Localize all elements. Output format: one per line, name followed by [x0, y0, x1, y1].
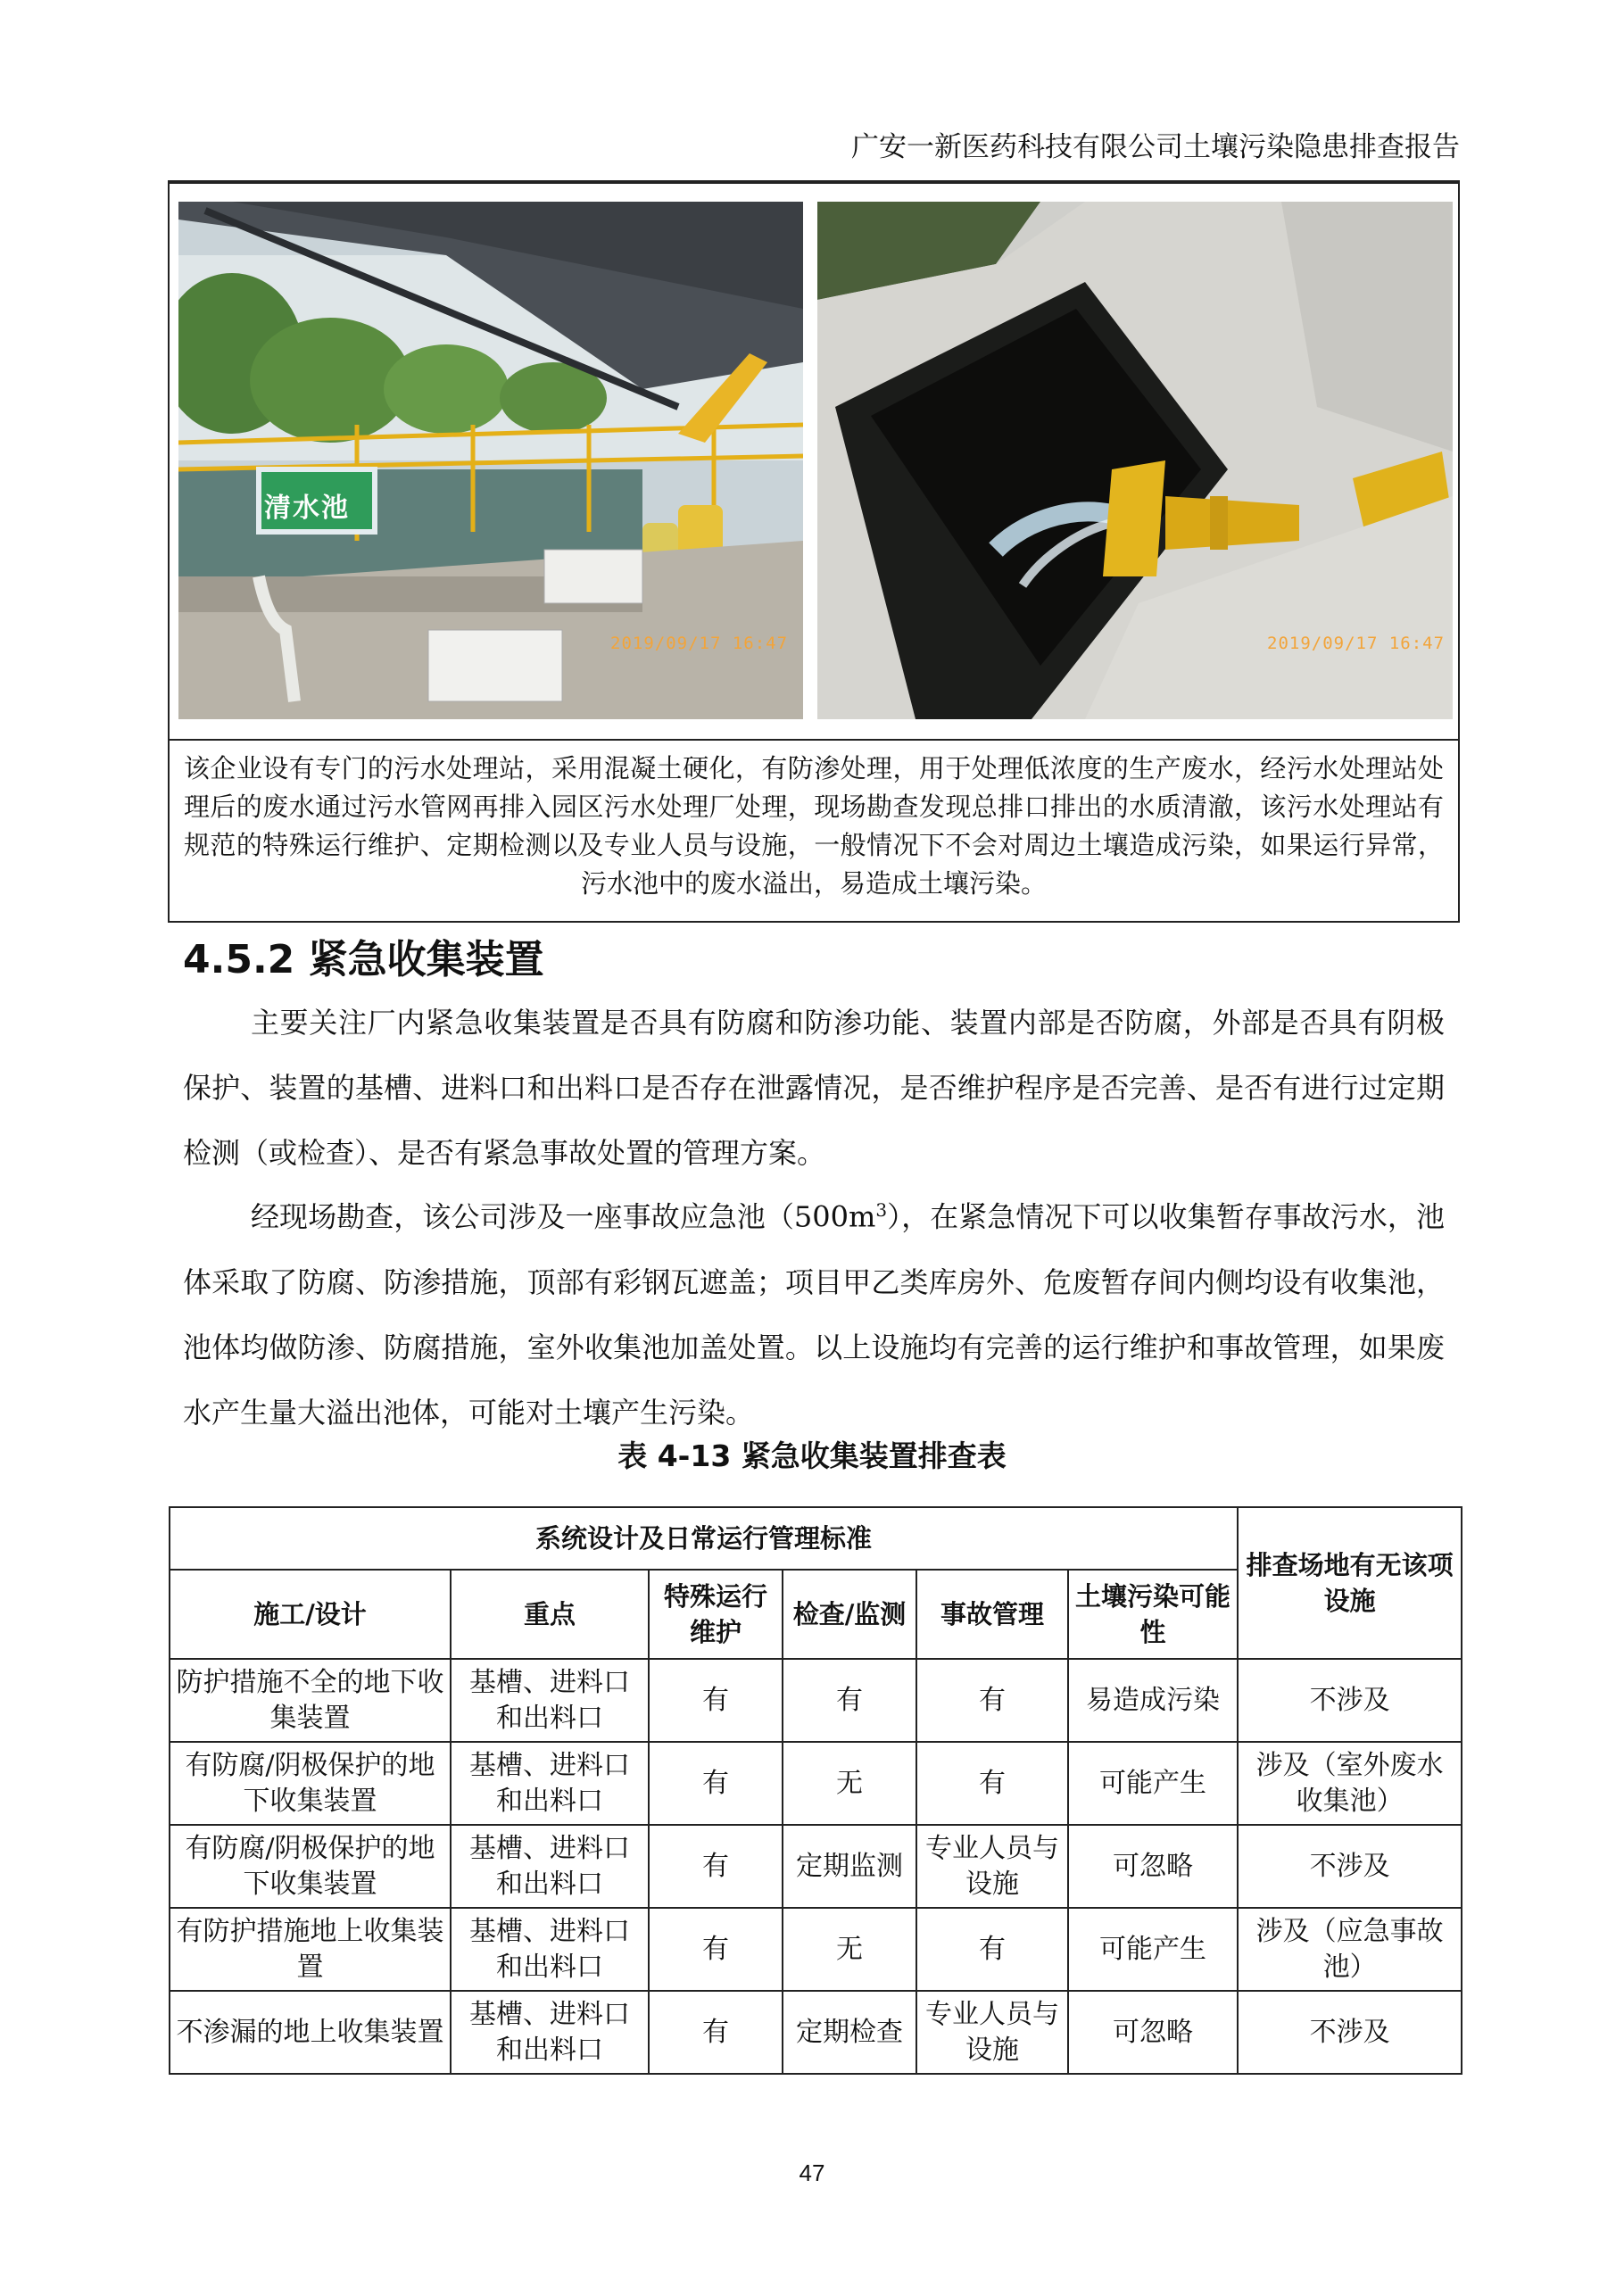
table-cell: 有	[916, 1659, 1068, 1742]
photo-caption: 该企业设有专门的污水处理站，采用混凝土硬化，有防渗处理，用于处理低浓度的生产废水，经污水处理站处理后的废水通过污水管网再排入园区污水处理厂处理，现场勘查发现总排口排出的水质清澈，该污水处理站有规范的特殊运行维护、定期检测以及专业人员与设施，一般情况下不会对周边土壤造成污染，如果运行异常，污水池中的废水溢出，易造成土壤污染。	[170, 739, 1458, 923]
table-cell: 不涉及	[1238, 1825, 1462, 1908]
table-cell: 定期监测	[783, 1825, 916, 1908]
table-cell: 有防腐/阴极保护的地下收集装置	[170, 1742, 451, 1825]
paragraph-2-superscript: 3	[875, 1199, 888, 1221]
table-cell: 有	[649, 1991, 783, 2074]
table-cell: 无	[783, 1908, 916, 1991]
table-cell: 易造成污染	[1068, 1659, 1238, 1742]
table-cell: 基槽、进料口和出料口	[451, 1659, 649, 1742]
page-number: 47	[799, 2159, 825, 2186]
table-cell: 有	[916, 1908, 1068, 1991]
right-photo-timestamp: 2019/09/17 16:47	[1267, 634, 1446, 653]
table-cell: 专业人员与设施	[916, 1825, 1068, 1908]
table-cell: 有	[783, 1659, 916, 1742]
column-header: 重点	[451, 1570, 649, 1659]
table-cell: 防护措施不全的地下收集装置	[170, 1659, 451, 1742]
table-cell: 基槽、进料口和出料口	[451, 1908, 649, 1991]
table-cell: 基槽、进料口和出料口	[451, 1742, 649, 1825]
column-header: 施工/设计	[170, 1570, 451, 1659]
table-cell: 不涉及	[1238, 1991, 1462, 2074]
table-cell: 有	[649, 1659, 783, 1742]
paragraph-2-start: 经现场勘查，该公司涉及一座事故应急池（500m	[251, 1199, 876, 1234]
column-header: 事故管理	[916, 1570, 1068, 1659]
column-header: 土壤污染可能性	[1068, 1570, 1238, 1659]
page-header	[168, 114, 1460, 182]
table-cell: 基槽、进料口和出料口	[451, 1991, 649, 2074]
table-cell: 无	[783, 1742, 916, 1825]
table-group-header-row	[170, 1507, 1462, 1570]
photo-discharge-outlet	[817, 202, 1453, 719]
table-cell: 不涉及	[1238, 1659, 1462, 1742]
facility-header: 排查场地有无该项设施	[1238, 1507, 1462, 1659]
table-cell: 有	[649, 1742, 783, 1825]
paragraph-2-end: ），在紧急情况下可以收集暂存事故污水，池体采取了防腐、防渗措施，顶部有彩钢瓦遮盖；项目甲乙类库房外、危废暂存间内侧均设有收集池，池体均做防渗、防腐措施，室外收集池加盖处置。以上设施均有完善的运行维护和事故管理，如果废水产生量大溢出池体，可能对土壤产生污染。	[183, 1199, 1445, 1430]
paragraph-2	[183, 1178, 1445, 1446]
table-row	[170, 1742, 1462, 1825]
table-row	[170, 1991, 1462, 2074]
table-cell: 有	[916, 1742, 1068, 1825]
group-header: 系统设计及日常运行管理标准	[170, 1507, 1238, 1570]
photo-wastewater-station	[178, 202, 803, 719]
inspection-table	[169, 1506, 1462, 2075]
table-cell: 专业人员与设施	[916, 1991, 1068, 2074]
table-cell: 涉及（室外废水收集池）	[1238, 1742, 1462, 1825]
table-cell: 涉及（应急事故池）	[1238, 1908, 1462, 1991]
column-header: 检查/监测	[783, 1570, 916, 1659]
table-cell: 可能产生	[1068, 1908, 1238, 1991]
header-title: 广安一新医药科技有限公司土壤污染隐患排查报告	[851, 131, 1460, 163]
table-cell: 可忽略	[1068, 1825, 1238, 1908]
table-cell: 可能产生	[1068, 1742, 1238, 1825]
table-cell: 有	[649, 1908, 783, 1991]
table-cell: 有防护措施地上收集装置	[170, 1908, 451, 1991]
column-header: 特殊运行维护	[649, 1570, 783, 1659]
photo-table	[168, 182, 1460, 923]
clear-water-pool-sign: 清水池	[264, 493, 350, 524]
table-cell: 定期检查	[783, 1991, 916, 2074]
table-row	[170, 1659, 1462, 1742]
table-cell: 有防腐/阴极保护的地下收集装置	[170, 1825, 451, 1908]
section-title: 4.5.2 紧急收集装置	[183, 937, 544, 982]
table-cell: 基槽、进料口和出料口	[451, 1825, 649, 1908]
table-row	[170, 1908, 1462, 1991]
table-title: 表 4-13 紧急收集装置排查表	[617, 1438, 1007, 1473]
photo-row	[178, 202, 1453, 719]
table-row	[170, 1825, 1462, 1908]
table-cell: 可忽略	[1068, 1991, 1238, 2074]
table-cell: 有	[649, 1825, 783, 1908]
left-photo-timestamp: 2019/09/17 16:47	[610, 634, 789, 653]
table-cell: 不渗漏的地上收集装置	[170, 1991, 451, 2074]
paragraph-1: 主要关注厂内紧急收集装置是否具有防腐和防渗功能、装置内部是否防腐，外部是否具有阴极保护、装置的基槽、进料口和出料口是否存在泄露情况，是否维护程序是否完善、是否有进行过定期检测（或检查）、是否有紧急事故处置的管理方案。	[183, 1006, 1445, 1170]
